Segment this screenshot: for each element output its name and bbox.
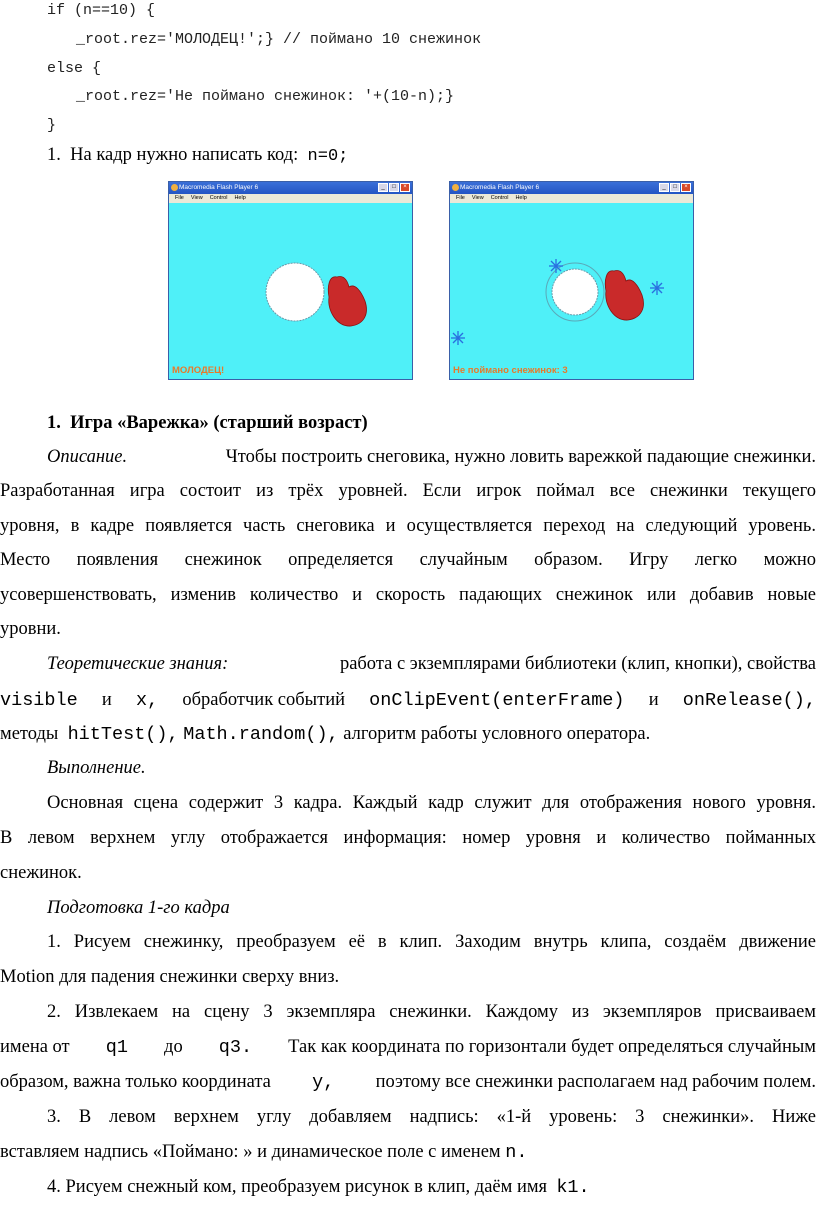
menu-help[interactable]: Help	[515, 195, 527, 201]
menu-view[interactable]: View	[190, 195, 203, 201]
step-2: 2. Извлекаем на сцену 3 экземпляра снежинки. Каждому из экземпляров присваиваем	[47, 1002, 816, 1022]
menu-control[interactable]: Control	[490, 195, 509, 201]
step-4: 4. Рисуем снежный ком, преобразуем рисунок в клип, даём имя k1.	[47, 1177, 590, 1198]
flash-window-success	[168, 181, 413, 380]
game-scene	[169, 203, 412, 379]
theory-label: Теоретические знания:	[47, 654, 229, 674]
status-label: Не поймано снежинок: 3	[453, 365, 568, 376]
step-1: 1. Рисуем снежинку, преобразуем её в клип. Заходим внутрь клипа, создаём движение	[47, 932, 816, 952]
step-3: 3. В левом верхнем углу добавляем надпись: «1-й уровень: 3 снежинки». Ниже	[47, 1107, 816, 1127]
code-line-1: if (n==10) {	[47, 2, 156, 19]
close-icon[interactable]: ×	[681, 183, 691, 192]
window-titlebar: Macromedia Flash Player 6 _ □ ×	[450, 182, 693, 194]
step-code-instruction: 1. На кадр нужно написать код: n=0;	[47, 145, 349, 166]
snowflake-icon	[549, 259, 563, 273]
code-line-3: else {	[47, 60, 102, 77]
maximize-icon[interactable]: □	[389, 183, 399, 192]
menu-bar	[450, 194, 693, 203]
minimize-icon[interactable]: _	[659, 183, 669, 192]
flash-logo-icon	[171, 184, 178, 191]
game-scene	[450, 203, 693, 379]
execution-label: Выполнение.	[47, 758, 146, 778]
maximize-icon[interactable]: □	[670, 183, 680, 192]
code-line-2: _root.rez='МОЛОДЕЦ!';} // поймано 10 снежинок	[76, 31, 482, 48]
snowflake-icon	[650, 281, 664, 295]
code-line-5: }	[47, 117, 57, 134]
snowflake-icon	[451, 331, 465, 345]
close-icon[interactable]: ×	[400, 183, 410, 192]
menu-bar	[169, 194, 412, 203]
menu-file[interactable]: File	[175, 195, 184, 201]
menu-control[interactable]: Control	[209, 195, 228, 201]
code-line-4: _root.rez='Не поймано снежинок: '+(10-n);}	[76, 88, 455, 105]
menu-view[interactable]: View	[471, 195, 484, 201]
mitten-icon	[328, 276, 366, 326]
window-titlebar: Macromedia Flash Player 6 _ □ ×	[169, 182, 412, 194]
status-label: МОЛОДЕЦ!	[172, 365, 225, 376]
section-heading: 1. Игра «Варежка» (старший возраст)	[47, 413, 368, 433]
description-label: Описание.	[47, 447, 128, 467]
mitten-icon	[605, 270, 643, 320]
minimize-icon[interactable]: _	[378, 183, 388, 192]
flash-logo-icon	[452, 184, 459, 191]
menu-help[interactable]: Help	[234, 195, 246, 201]
flash-window-missed	[449, 181, 694, 380]
snowball	[552, 269, 598, 315]
prep-label: Подготовка 1-го кадра	[47, 898, 230, 918]
menu-file[interactable]: File	[456, 195, 465, 201]
snowball	[266, 263, 324, 321]
